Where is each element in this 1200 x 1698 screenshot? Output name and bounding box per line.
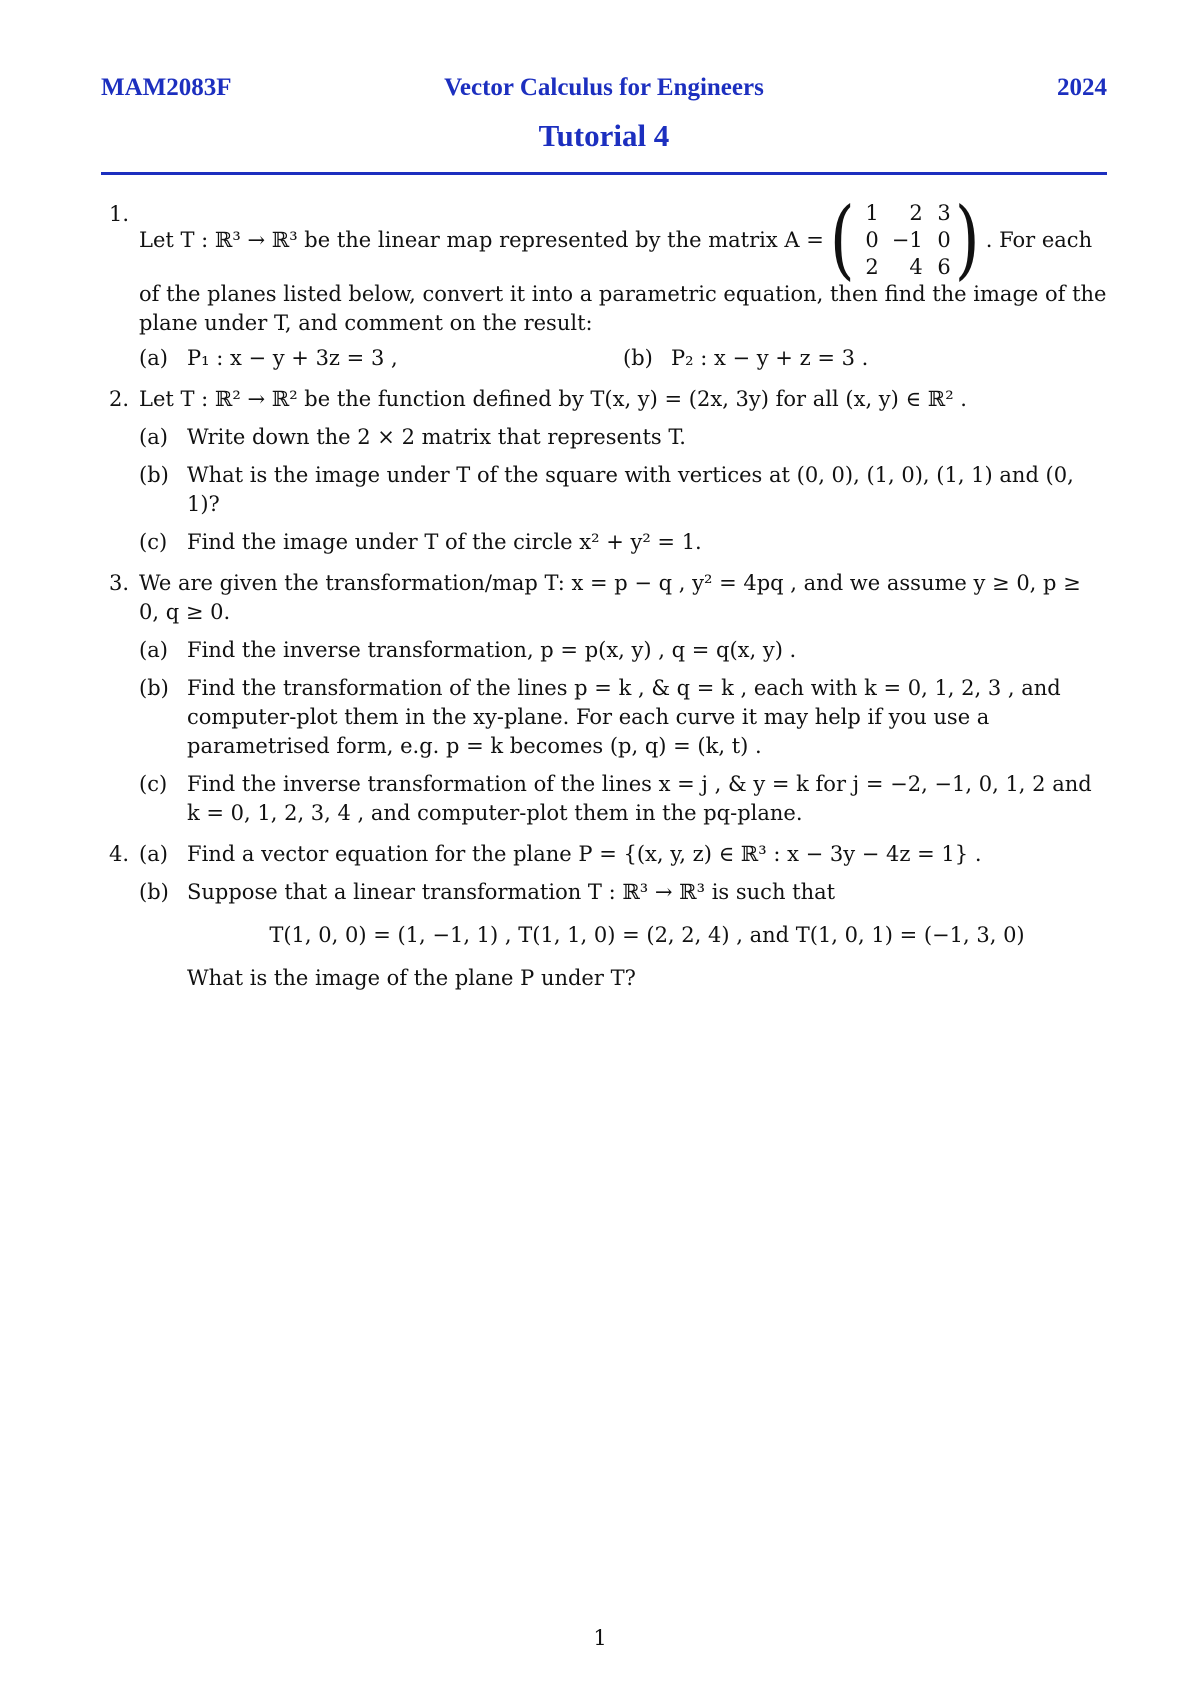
problem-number: 2. bbox=[109, 387, 130, 411]
year: 2024 bbox=[1057, 74, 1107, 101]
problem-1-continuation: of the planes listed below, convert it into a parametric equation, then find the image of the plane under T, and comment on the result: bbox=[139, 282, 1107, 335]
problem-3-intro: We are given the transformation/map T: x = p − q , y² = 4pq , and we assume y ≥ 0, p ≥ 0, q ≥ 0. bbox=[139, 571, 1081, 624]
matrix-entry: 2 bbox=[865, 254, 879, 279]
header-rule bbox=[101, 172, 1107, 175]
problem-number: 3. bbox=[109, 571, 130, 595]
matrix-entry: 0 bbox=[937, 227, 951, 252]
page-number: 1 bbox=[593, 1626, 607, 1650]
part-text: Write down the 2 × 2 matrix that represents T. bbox=[187, 425, 686, 449]
header-row bbox=[101, 72, 1107, 112]
part-a bbox=[139, 636, 1107, 665]
problem-1-intro-text: Let T : ℝ³ → ℝ³ be the linear map represented by the matrix A = bbox=[139, 227, 824, 252]
part-b bbox=[139, 878, 1107, 993]
part-text: Find a vector equation for the plane P = {(x, y, z) ∈ ℝ³ : x − 3y − 4z = 1} . bbox=[187, 842, 982, 866]
part-text: Find the inverse transformation, p = p(x, y) , q = q(x, y) . bbox=[187, 638, 797, 662]
part-label: (a) bbox=[139, 638, 168, 662]
part-label: (b) bbox=[139, 463, 169, 487]
problem-2-intro: Let T : ℝ² → ℝ² be the function defined by T(x, y) = (2x, 3y) for all (x, y) ∈ ℝ² . bbox=[139, 387, 967, 411]
part-label: (b) bbox=[139, 676, 169, 700]
problem-4 bbox=[101, 840, 1107, 993]
part-b bbox=[139, 674, 1107, 761]
part-question: What is the image of the plane P under T? bbox=[187, 966, 636, 990]
matrix-entry: 6 bbox=[937, 254, 951, 279]
part-text: What is the image under T of the square with vertices at (0, 0), (1, 0), (1, 1) and (0, 1)? bbox=[187, 463, 1074, 516]
problem-number: 1. bbox=[109, 202, 130, 226]
part-a bbox=[139, 423, 1107, 452]
course-title: Vector Calculus for Engineers bbox=[444, 74, 764, 101]
part-text: Find the inverse transformation of the lines x = j , & y = k for j = −2, −1, 0, 1, 2 and k = 0, 1, 2, 3, 4 , and computer-plot them in the pq-plane. bbox=[187, 772, 1092, 825]
part-label: (b) bbox=[139, 880, 169, 904]
part-text: Find the image under T of the circle x² + y² = 1. bbox=[187, 530, 702, 554]
matrix-entry: 1 bbox=[865, 200, 879, 225]
part-text: P₂ : x − y + z = 3 . bbox=[671, 346, 869, 370]
matrix-a bbox=[829, 190, 980, 290]
problem-1-intro-tail: . For each bbox=[985, 227, 1093, 252]
part-label: (c) bbox=[139, 772, 168, 796]
part-text: P₁ : x − y + 3z = 3 , bbox=[187, 346, 398, 370]
part-a bbox=[139, 840, 1107, 869]
course-code: MAM2083F bbox=[101, 74, 232, 101]
problem-1-parts bbox=[139, 344, 1107, 373]
matrix-entry: 0 bbox=[865, 227, 879, 252]
matrix-entry: 3 bbox=[937, 200, 951, 225]
problem-list bbox=[101, 190, 1107, 1005]
part-label: (a) bbox=[139, 425, 168, 449]
matrix-entry: −1 bbox=[891, 227, 923, 252]
matrix-entry: 4 bbox=[909, 254, 923, 279]
part-text: Find the transformation of the lines p = k , & q = k , each with k = 0, 1, 2, 3 , and computer-plot them in the xy-plane. For each curve it may help if you use a parametrised form, e.g. p = k becomes (p, q) = (k, t) . bbox=[187, 676, 1061, 758]
problem-3 bbox=[101, 569, 1107, 828]
part-label: (a) bbox=[139, 346, 168, 370]
matrix-grid bbox=[855, 200, 955, 281]
problem-1 bbox=[101, 190, 1107, 373]
right-paren: ) bbox=[954, 190, 980, 290]
part-b bbox=[623, 344, 1107, 373]
part-c bbox=[139, 770, 1107, 828]
matrix-entry: 2 bbox=[909, 200, 923, 225]
problem-2 bbox=[101, 385, 1107, 557]
display-equation: T(1, 0, 0) = (1, −1, 1) , T(1, 1, 0) = (2, 2, 4) , and T(1, 0, 1) = (−1, 3, 0) bbox=[269, 923, 1025, 947]
part-b bbox=[139, 461, 1107, 519]
part-a bbox=[139, 344, 623, 373]
left-paren: ( bbox=[829, 190, 855, 290]
part-c bbox=[139, 528, 1107, 557]
problem-number: 4. bbox=[109, 842, 130, 866]
part-text: Suppose that a linear transformation T : ℝ³ → ℝ³ is such that bbox=[187, 880, 836, 904]
part-label: (a) bbox=[139, 842, 168, 866]
tutorial-title: Tutorial 4 bbox=[538, 118, 670, 153]
part-label: (b) bbox=[623, 346, 653, 370]
problem-1-intro bbox=[139, 190, 1107, 290]
page-header bbox=[101, 72, 1107, 154]
part-label: (c) bbox=[139, 530, 168, 554]
